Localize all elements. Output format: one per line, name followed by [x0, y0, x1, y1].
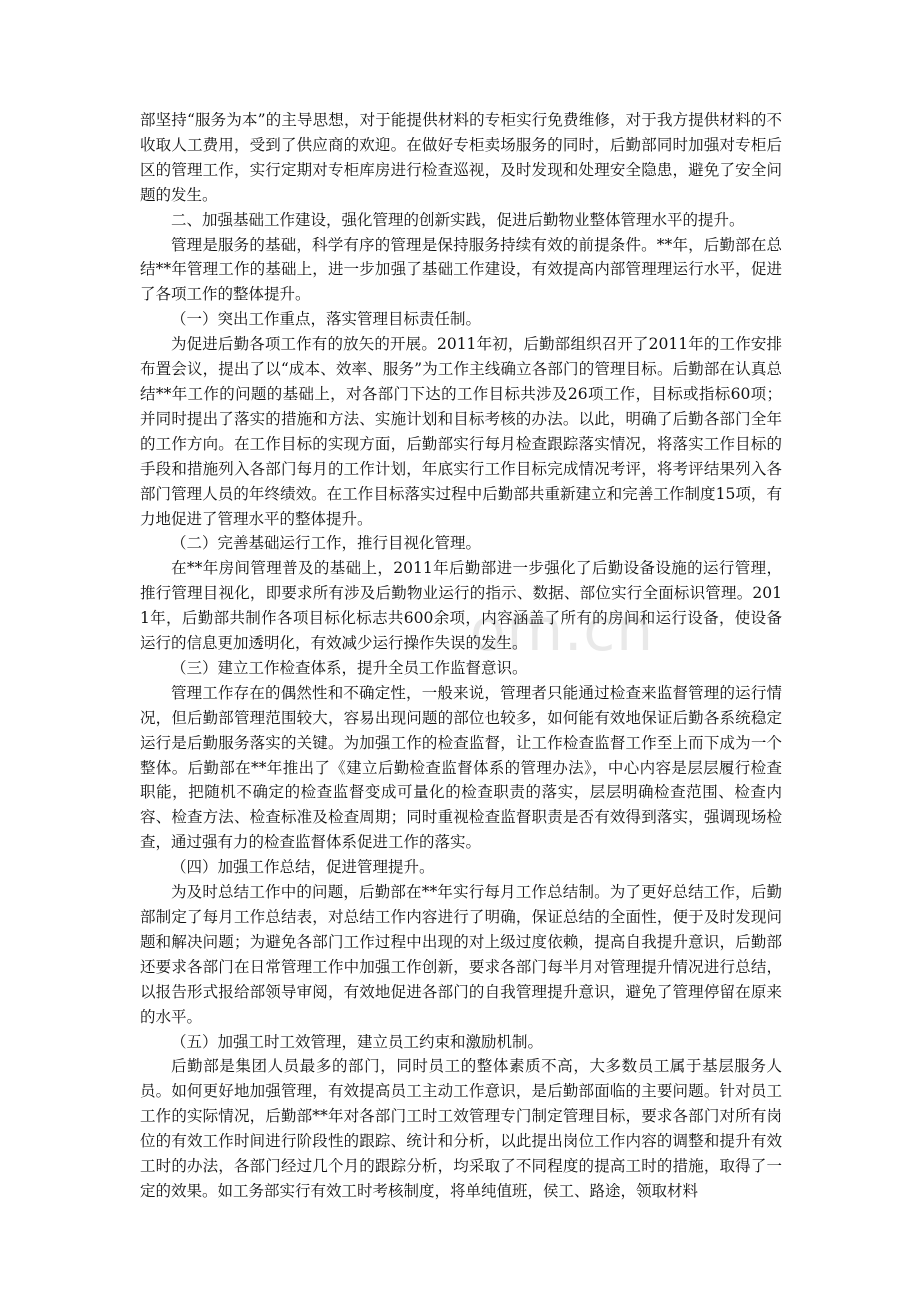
subsection-heading-2: （二）完善基础运行工作，推行目视化管理。 — [171, 534, 482, 553]
section-heading-2: 二、加强基础工作建设，强化管理的创新实践，促进后勤物业整体管理水平的提升。 — [171, 210, 745, 229]
document-page — [140, 108, 782, 1204]
subsection-heading-4: （四）加强工作总结，促进管理提升。 — [171, 858, 435, 877]
subsection-heading-5: （五）加强工时工效管理，建立员工约束和激励机制。 — [171, 1032, 544, 1051]
subsection-heading-3: （三）建立工作检查体系，提升全员工作监督意识。 — [171, 658, 528, 677]
paragraph-2: 管理是服务的基础，科学有序的管理是保持服务持续有效的前提条件。**年，后勤部在总结**年管理工作的基础上，进一步加强了基础工作建设，有效提高内部管理理运行水平，促进了各项工作的整体提升。 — [140, 235, 782, 304]
paragraph-2-4: 为及时总结工作中的问题，后勤部在**年实行每月工作总结制。为了更好总结工作，后勤部制定了每月工作总结表，对总结工作内容进行了明确，保证总结的全面性，便于及时发现问题和解决问题；为避免各部门工作过程中出现的对上级过度依赖，提高自我提升意识，后勤部还要求各部门在日常管理工作中加强工作创新，要求各部门每半月对管理提升情况进行总结，以报告形式报给部领导审阅，有效地促进各部门的自我管理提升意识，避免了管理停留在原来的水平。 — [140, 883, 782, 1026]
paragraph-2-3: 管理工作存在的偶然性和不确定性，一般来说，管理者只能通过检查来监督管理的运行情况，但后勤部管理范围较大，容易出现问题的部位也较多，如何能有效地保证后勤各系统稳定运行是后勤服务落实的关键。为加强工作的检查监督，让工作检查监督工作至上而下成为一个整体。后勤部在**年推出了《建立后勤检查监督体系的管理办法》，中心内容是层层履行检查职能，把随机不确定的检查监督变成可量化的检查职责的落实，层层明确检查范围、检查内容、检查方法、检查标准及检查周期；同时重视检查监督职责是否有效得到落实，强调现场检查，通过强有力的检查监督体系促进工作的落实。 — [140, 683, 782, 852]
paragraph-intro: 部坚持“服务为本”的主导思想，对于能提供材料的专柜实行免费维修，对于我方提供材料的不收取人工费用，受到了供应商的欢迎。在做好专柜卖场服务的同时，后勤部同时加强对专柜后区的管理工作，实行定期对专柜库房进行检查巡视，及时发现和处理安全隐患，避免了安全问题的发生。 — [140, 111, 782, 204]
paragraph-2-5: 后勤部是集团人员最多的部门，同时员工的整体素质不高，大多数员工属于基层服务人员。如何更好地加强管理，有效提高员工主动工作意识，是后勤部面临的主要问题。针对员工工作的实际情况，后勤部**年对各部门工时工效管理专门制定管理目标，要求各部门对所有岗位的有效工作时间进行阶段性的跟踪、统计和分析，以此提出岗位工作内容的调整和提升有效工时的办法，各部门经过几个月的跟踪分析，均采取了不同程度的提高工时的措施，取得了一定的效果。如工务部实行有效工时考核制度，将单纯值班，侯工、路途，领取材料 — [140, 1057, 782, 1200]
watermark: om.cn — [470, 596, 655, 664]
paragraph-2-1: 为促进后勤各项工作有的放矢的开展。2011年初，后勤部组织召开了2011年的工作安排布置会议，提出了以“成本、效率、服务”为工作主线确立各部门的管理目标。后勤部在认真总结**年工作的问题的基础上，对各部门下达的工作目标共涉及26项工作，目标或指标60项；并同时提出了落实的措施和方法、实施计划和目标考核的办法。以此，明确了后勤各部门全年的工作方向。在工作目标的实现方面，后勤部实行每月检查跟踪落实情况，将落实工作目标的手段和措施列入各部门每月的工作计划，年底实行工作目标完成情况考评，将考评结果列入各部门管理人员的年终绩效。在工作目标落实过程中后勤部共重新建立和完善工作制度15项，有力地促进了管理水平的整体提升。 — [140, 335, 782, 528]
paragraph-2-2: 在**年房间管理普及的基础上，2011年后勤部进一步强化了后勤设备设施的运行管理，推行管理目视化，即要求所有涉及后勤物业运行的指示、数据、部位实行全面标识管理。2011年，后勤部共制作各项目标化标志共600余项，内容涵盖了所有的房间和运行设备，使设备运行的信息更加透明化，有效减少运行操作失误的发生。 — [140, 559, 782, 653]
subsection-heading-1: （一）突出工作重点，落实管理目标责任制。 — [171, 310, 482, 329]
